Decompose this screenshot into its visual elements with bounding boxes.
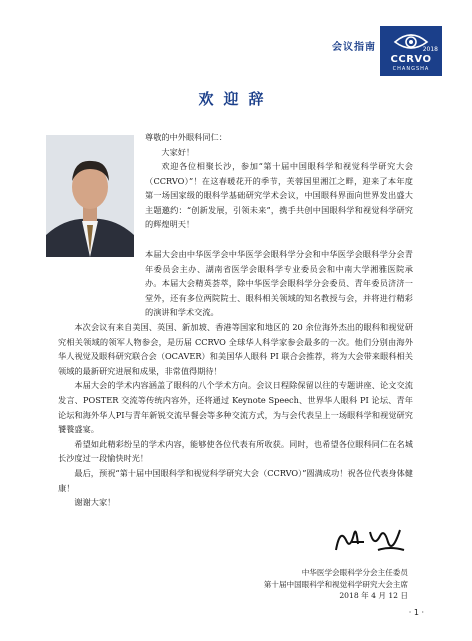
closing-block — [264, 567, 408, 602]
handwritten-signature — [330, 520, 410, 560]
paragraph-2: 本届大会由中华医学会中华医学会眼科学分会和中华医学会眼科学分会青年委员会主办、湖南省医学会眼科学专业委员会和中南大学湘雅医院承办。本届大会精英荟萃，除中华医学会眼科学分会委员、青年委员济济一堂外，还有多位两院院士、眼科相关领域的知名教授与会，并将进行精彩的演讲和学术交流。 — [145, 249, 413, 318]
ccrvo-logo — [380, 26, 442, 76]
paragraph-1: 欢迎各位相聚长沙，参加“第十届中国眼科学和视觉科学研究大会（CCRVO）”！在这春暖花开的季节，芙蓉国里湘江之畔，迎来了本年度第一场国家级的眼科学基础研究学术会议，中国眼科界面向世界发出盛大主题邀约：“创新发展，引领未来”，携手共创中国眼科学和视觉科学研究的辉煌明天！ — [145, 161, 413, 230]
closing-title-1: 中华医学会眼科学分会主任委员 — [301, 568, 408, 577]
logo-name: CCRVO — [390, 54, 432, 65]
paragraph-4: 本届大会的学术内容涵盖了眼科的八个学术方向。会议日程除保留以往的专题讲座、论文交流发言、POSTER 交流等传统内容外，还将通过 Keynote Speech、世界华人眼科 PI 论坛、青年论坛和海外华人PI与青年新锐交流早餐会等多种交流方式，为与会代表呈上一场眼科学和视觉研究饕餮盛宴。 — [58, 380, 413, 435]
page-number: · 1 · — [408, 608, 424, 617]
paragraph-1-wrap — [145, 159, 413, 232]
page-title: 欢迎辞 — [198, 90, 274, 108]
paragraph-6: 最后，预祝“第十届中国眼科学和视觉科学研究大会（CCRVO）”圆满成功！祝各位代表身体健康！ — [58, 467, 413, 493]
paragraph-5: 希望如此精彩纷呈的学术内容，能够使各位代表有所收获。同时，也希望各位眼科同仁在名城长沙度过一段愉快时光！ — [58, 438, 413, 464]
greeting: 大家好！ — [161, 146, 195, 157]
logo-city: CHANGSHA — [392, 66, 430, 72]
section-label: 会议指南 — [332, 42, 376, 53]
salutation: 尊敬的中外眼科同仁： — [145, 132, 227, 142]
paragraph-3: 本次会议有来自美国、英国、新加坡、香港等国家和地区的 20 余位海外杰出的眼科和视觉研究相关领域的领军人物参会，是历届 CCRVO 全球华人科学家参会最多的一次。他们分别由海外华人视觉及眼科研究联合会（OCAVER）和美国华人眼科 PI 联合会推荐，将为大会带来眼科相关领域的最新研究进展和成果，非常值得期待！ — [58, 321, 413, 376]
logo-year: 2018 — [422, 46, 438, 53]
portrait-photo — [46, 135, 134, 257]
closing-date: 2018 年 4 月 12 日 — [339, 591, 408, 600]
closing-title-2: 第十届中国眼科学和视觉科学研究大会主席 — [263, 579, 408, 589]
thanks-line: 谢谢大家！ — [74, 497, 116, 508]
letter-upper — [145, 130, 413, 159]
letter-body — [58, 247, 413, 510]
